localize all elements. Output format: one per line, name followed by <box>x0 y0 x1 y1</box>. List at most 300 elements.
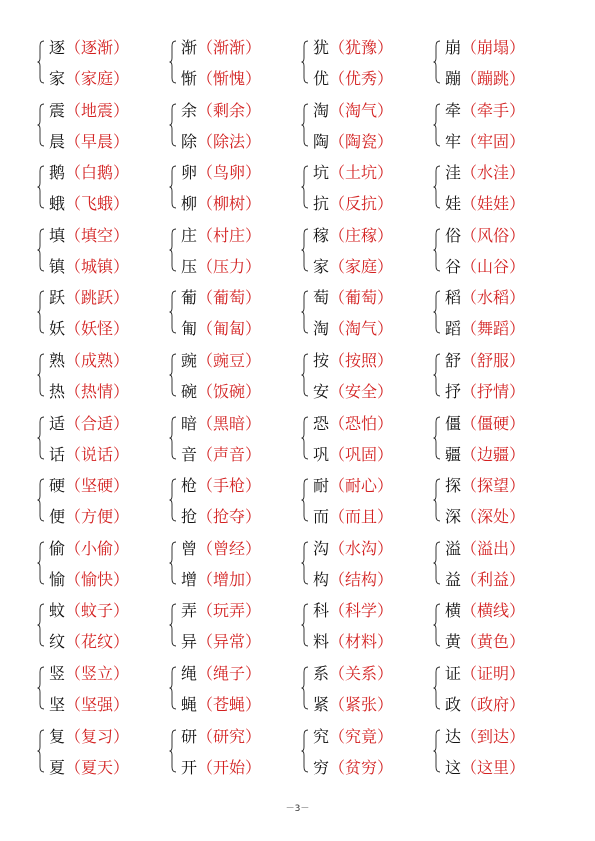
word-row <box>49 126 167 157</box>
word-row <box>181 95 299 126</box>
open-paren: （ <box>461 476 478 496</box>
character: 坑 <box>313 163 330 183</box>
open-paren: （ <box>461 350 478 370</box>
brace-icon <box>37 478 45 522</box>
compound-word: 庄稼 <box>345 225 378 245</box>
word-pair-group <box>431 658 563 721</box>
close-paren: ） <box>245 131 262 151</box>
character: 话 <box>49 444 66 464</box>
word-pair-group <box>35 533 167 596</box>
compound-word: 舞蹈 <box>477 319 510 339</box>
character: 坚 <box>49 694 66 714</box>
compound-word: 匍匐 <box>213 319 246 339</box>
word-pair-group <box>431 220 563 283</box>
word-pair-group <box>431 595 563 658</box>
character: 逐 <box>49 38 66 57</box>
close-paren: ） <box>377 350 394 370</box>
close-paren: ） <box>377 663 394 683</box>
word-row <box>445 470 563 501</box>
word-pair-group <box>431 470 563 533</box>
close-paren: ） <box>113 288 130 308</box>
word-pair-group <box>167 95 299 158</box>
brace-icon <box>169 541 177 585</box>
close-paren: ） <box>113 69 130 88</box>
open-paren: （ <box>197 632 214 652</box>
word-row <box>445 626 563 657</box>
character: 家 <box>49 69 66 88</box>
compound-word: 飞蛾 <box>81 194 114 214</box>
close-paren: ） <box>113 444 130 464</box>
compound-word: 白鹅 <box>81 163 114 183</box>
open-paren: （ <box>197 381 214 401</box>
compound-word: 横线 <box>477 601 510 621</box>
open-paren: （ <box>65 757 82 777</box>
brace-icon <box>301 416 309 460</box>
close-paren: ） <box>113 663 130 683</box>
word-row <box>445 220 563 251</box>
compound-word: 增加 <box>213 569 246 589</box>
word-row <box>313 126 431 157</box>
close-paren: ） <box>509 507 526 527</box>
word-row <box>181 564 299 595</box>
open-paren: （ <box>329 538 346 558</box>
compound-word: 抢夺 <box>213 507 246 527</box>
close-paren: ） <box>509 163 526 183</box>
compound-word: 科学 <box>345 601 378 621</box>
word-row <box>49 501 167 532</box>
close-paren: ） <box>113 757 130 777</box>
word-row <box>181 282 299 313</box>
open-paren: （ <box>461 538 478 558</box>
brace-icon <box>433 290 441 334</box>
open-paren: （ <box>197 413 214 433</box>
compound-word: 娃娃 <box>477 194 510 214</box>
close-paren: ） <box>509 757 526 777</box>
word-row <box>313 658 431 689</box>
compound-word: 土坑 <box>345 163 378 183</box>
compound-word: 村庄 <box>213 225 246 245</box>
word-row <box>313 345 431 376</box>
word-pair-group <box>167 157 299 220</box>
close-paren: ） <box>377 632 394 652</box>
brace-icon <box>169 103 177 147</box>
character: 证 <box>445 663 462 683</box>
word-pair-group <box>35 157 167 220</box>
word-pair-group <box>431 533 563 596</box>
open-paren: （ <box>329 38 346 57</box>
open-paren: （ <box>329 288 346 308</box>
word-row <box>445 251 563 282</box>
character-grid <box>35 32 565 783</box>
close-paren: ） <box>245 225 262 245</box>
close-paren: ） <box>245 100 262 120</box>
compound-word: 贫穷 <box>345 757 378 777</box>
open-paren: （ <box>461 569 478 589</box>
compound-word: 陶瓷 <box>345 131 378 151</box>
open-paren: （ <box>65 69 82 88</box>
close-paren: ） <box>377 538 394 558</box>
open-paren: （ <box>65 194 82 214</box>
close-paren: ） <box>245 601 262 621</box>
word-pair-group <box>431 345 563 408</box>
word-row <box>445 501 563 532</box>
character: 政 <box>445 694 462 714</box>
character: 耐 <box>313 476 330 496</box>
word-row <box>49 439 167 470</box>
open-paren: （ <box>65 350 82 370</box>
word-pair-group <box>299 32 431 95</box>
close-paren: ） <box>113 507 130 527</box>
compound-word: 巩固 <box>345 444 378 464</box>
word-row <box>49 564 167 595</box>
character: 究 <box>313 726 330 746</box>
close-paren: ） <box>509 256 526 276</box>
word-pair-group <box>167 470 299 533</box>
word-pair-group <box>35 408 167 471</box>
close-paren: ） <box>113 694 130 714</box>
character: 恐 <box>313 413 330 433</box>
character: 纹 <box>49 632 66 652</box>
brace-icon <box>37 729 45 773</box>
word-row <box>445 564 563 595</box>
word-pair-group <box>167 658 299 721</box>
close-paren: ） <box>245 663 262 683</box>
character: 音 <box>181 444 198 464</box>
compound-word: 花纹 <box>81 632 114 652</box>
brace-icon <box>301 666 309 710</box>
open-paren: （ <box>197 350 214 370</box>
close-paren: ） <box>377 38 394 57</box>
brace-icon <box>301 40 309 84</box>
character: 横 <box>445 601 462 621</box>
character: 热 <box>49 381 66 401</box>
brace-icon <box>169 40 177 84</box>
word-row <box>313 689 431 720</box>
open-paren: （ <box>461 288 478 308</box>
character: 蹦 <box>445 69 462 88</box>
compound-word: 溢出 <box>477 538 510 558</box>
word-pair-group <box>35 220 167 283</box>
close-paren: ） <box>509 194 526 214</box>
open-paren: （ <box>329 225 346 245</box>
word-pair-group <box>431 32 563 95</box>
word-row <box>181 626 299 657</box>
word-row <box>445 689 563 720</box>
compound-word: 山谷 <box>477 256 510 276</box>
close-paren: ） <box>509 288 526 308</box>
word-row <box>313 721 431 752</box>
close-paren: ） <box>509 632 526 652</box>
character: 跃 <box>49 288 66 308</box>
close-paren: ） <box>113 100 130 120</box>
character: 异 <box>181 632 198 652</box>
character: 崩 <box>445 38 462 57</box>
compound-word: 僵硬 <box>477 413 510 433</box>
character: 黄 <box>445 632 462 652</box>
character: 填 <box>49 225 66 245</box>
close-paren: ） <box>245 476 262 496</box>
open-paren: （ <box>461 381 478 401</box>
open-paren: （ <box>197 194 214 214</box>
character: 蹈 <box>445 319 462 339</box>
compound-word: 愉快 <box>81 569 114 589</box>
compound-word: 饭碗 <box>213 381 246 401</box>
word-pair-group <box>35 345 167 408</box>
word-row <box>49 188 167 219</box>
compound-word: 坚硬 <box>81 476 114 496</box>
brace-icon <box>433 729 441 773</box>
brace-icon <box>37 228 45 272</box>
word-pair-group <box>167 220 299 283</box>
word-pair-group <box>167 721 299 784</box>
open-paren: （ <box>329 350 346 370</box>
open-paren: （ <box>65 444 82 464</box>
word-row <box>313 501 431 532</box>
word-row <box>313 470 431 501</box>
close-paren: ） <box>509 569 526 589</box>
close-paren: ） <box>377 288 394 308</box>
word-row <box>49 313 167 344</box>
brace-icon <box>301 103 309 147</box>
character: 萄 <box>313 288 330 308</box>
close-paren: ） <box>509 38 526 57</box>
open-paren: （ <box>329 319 346 339</box>
close-paren: ） <box>377 476 394 496</box>
open-paren: （ <box>65 413 82 433</box>
compound-word: 手枪 <box>213 476 246 496</box>
character: 晨 <box>49 131 66 151</box>
word-row <box>445 63 563 94</box>
compound-word: 牢固 <box>477 131 510 151</box>
character: 惭 <box>181 69 198 88</box>
character: 益 <box>445 569 462 589</box>
character: 曾 <box>181 538 198 558</box>
brace-icon <box>433 416 441 460</box>
compound-word: 抒情 <box>477 381 510 401</box>
word-row <box>445 721 563 752</box>
open-paren: （ <box>197 476 214 496</box>
brace-icon <box>37 416 45 460</box>
compound-word: 惭愧 <box>213 69 246 88</box>
character: 穷 <box>313 757 330 777</box>
character: 卵 <box>181 163 198 183</box>
open-paren: （ <box>197 757 214 777</box>
word-row <box>313 313 431 344</box>
open-paren: （ <box>461 726 478 746</box>
compound-word: 声音 <box>213 444 246 464</box>
open-paren: （ <box>197 569 214 589</box>
character: 枪 <box>181 476 198 496</box>
close-paren: ） <box>245 288 262 308</box>
word-row <box>313 32 431 63</box>
character: 巩 <box>313 444 330 464</box>
close-paren: ） <box>245 632 262 652</box>
word-row <box>313 439 431 470</box>
close-paren: ） <box>377 757 394 777</box>
compound-word: 剩余 <box>213 100 246 120</box>
character: 紧 <box>313 694 330 714</box>
character: 余 <box>181 100 198 120</box>
close-paren: ） <box>113 413 130 433</box>
word-row <box>445 32 563 63</box>
close-paren: ） <box>113 319 130 339</box>
open-paren: （ <box>197 288 214 308</box>
compound-word: 葡萄 <box>345 288 378 308</box>
character: 竖 <box>49 663 66 683</box>
brace-icon <box>37 541 45 585</box>
compound-word: 玩弄 <box>213 601 246 621</box>
word-pair-group <box>431 157 563 220</box>
word-pair-group <box>167 595 299 658</box>
word-row <box>181 501 299 532</box>
word-pair-group <box>299 282 431 345</box>
compound-word: 结构 <box>345 569 378 589</box>
compound-word: 牵手 <box>477 100 510 120</box>
word-row <box>181 595 299 626</box>
word-pair-group <box>299 157 431 220</box>
word-row <box>49 345 167 376</box>
close-paren: ） <box>377 194 394 214</box>
character: 娃 <box>445 194 462 214</box>
open-paren: （ <box>329 569 346 589</box>
open-paren: （ <box>65 663 82 683</box>
compound-word: 填空 <box>81 225 114 245</box>
compound-word: 异常 <box>213 632 246 652</box>
character: 僵 <box>445 413 462 433</box>
word-row <box>313 188 431 219</box>
character: 谷 <box>445 256 462 276</box>
word-row <box>181 345 299 376</box>
brace-icon <box>37 666 45 710</box>
open-paren: （ <box>461 194 478 214</box>
compound-word: 逐渐 <box>81 38 114 57</box>
word-row <box>445 188 563 219</box>
close-paren: ） <box>245 413 262 433</box>
character: 适 <box>49 413 66 433</box>
word-row <box>445 157 563 188</box>
character: 弄 <box>181 601 198 621</box>
word-pair-group <box>167 533 299 596</box>
brace-icon <box>169 603 177 647</box>
close-paren: ） <box>245 757 262 777</box>
close-paren: ） <box>377 694 394 714</box>
character: 溢 <box>445 538 462 558</box>
brace-icon <box>169 478 177 522</box>
character: 除 <box>181 131 198 151</box>
close-paren: ） <box>509 444 526 464</box>
brace-icon <box>169 416 177 460</box>
close-paren: ） <box>377 100 394 120</box>
open-paren: （ <box>197 538 214 558</box>
compound-word: 耐心 <box>345 476 378 496</box>
close-paren: ） <box>377 163 394 183</box>
open-paren: （ <box>461 757 478 777</box>
word-pair-group <box>299 408 431 471</box>
open-paren: （ <box>65 256 82 276</box>
open-paren: （ <box>65 538 82 558</box>
word-row <box>445 595 563 626</box>
open-paren: （ <box>329 694 346 714</box>
close-paren: ） <box>509 100 526 120</box>
compound-word: 家庭 <box>345 256 378 276</box>
open-paren: （ <box>65 225 82 245</box>
brace-icon <box>169 290 177 334</box>
word-row <box>445 439 563 470</box>
character: 抒 <box>445 381 462 401</box>
open-paren: （ <box>461 694 478 714</box>
close-paren: ） <box>377 256 394 276</box>
compound-word: 压力 <box>213 256 246 276</box>
close-paren: ） <box>245 350 262 370</box>
close-paren: ） <box>245 38 262 57</box>
word-pair-group <box>35 658 167 721</box>
word-row <box>49 721 167 752</box>
brace-icon <box>433 40 441 84</box>
brace-icon <box>169 729 177 773</box>
word-pair-group <box>167 282 299 345</box>
character: 研 <box>181 726 198 746</box>
character: 构 <box>313 569 330 589</box>
word-row <box>49 157 167 188</box>
character: 暗 <box>181 413 198 433</box>
close-paren: ） <box>113 225 130 245</box>
brace-icon <box>433 478 441 522</box>
open-paren: （ <box>65 319 82 339</box>
word-row <box>445 376 563 407</box>
word-pair-group <box>35 470 167 533</box>
open-paren: （ <box>329 444 346 464</box>
compound-word: 豌豆 <box>213 350 246 370</box>
character: 安 <box>313 381 330 401</box>
open-paren: （ <box>329 256 346 276</box>
compound-word: 崩塌 <box>477 38 510 57</box>
open-paren: （ <box>461 256 478 276</box>
close-paren: ） <box>113 601 130 621</box>
character: 蛾 <box>49 194 66 214</box>
character: 绳 <box>181 663 198 683</box>
close-paren: ） <box>245 694 262 714</box>
close-paren: ） <box>377 569 394 589</box>
character: 豌 <box>181 350 198 370</box>
word-row <box>181 689 299 720</box>
brace-icon <box>301 729 309 773</box>
character: 陶 <box>313 131 330 151</box>
word-row <box>313 157 431 188</box>
close-paren: ） <box>377 507 394 527</box>
compound-word: 水稻 <box>477 288 510 308</box>
character: 偷 <box>49 538 66 558</box>
compound-word: 按照 <box>345 350 378 370</box>
compound-word: 鸟卵 <box>213 163 246 183</box>
word-row <box>49 32 167 63</box>
open-paren: （ <box>461 663 478 683</box>
brace-icon <box>37 290 45 334</box>
open-paren: （ <box>65 38 82 57</box>
brace-icon <box>433 165 441 209</box>
compound-word: 说话 <box>81 444 114 464</box>
character: 淘 <box>313 100 330 120</box>
open-paren: （ <box>65 632 82 652</box>
open-paren: （ <box>197 601 214 621</box>
word-row <box>313 376 431 407</box>
word-row <box>313 752 431 783</box>
close-paren: ） <box>509 131 526 151</box>
close-paren: ） <box>377 444 394 464</box>
open-paren: （ <box>197 663 214 683</box>
compound-word: 苍蝇 <box>213 694 246 714</box>
open-paren: （ <box>197 444 214 464</box>
word-pair-group <box>431 721 563 784</box>
